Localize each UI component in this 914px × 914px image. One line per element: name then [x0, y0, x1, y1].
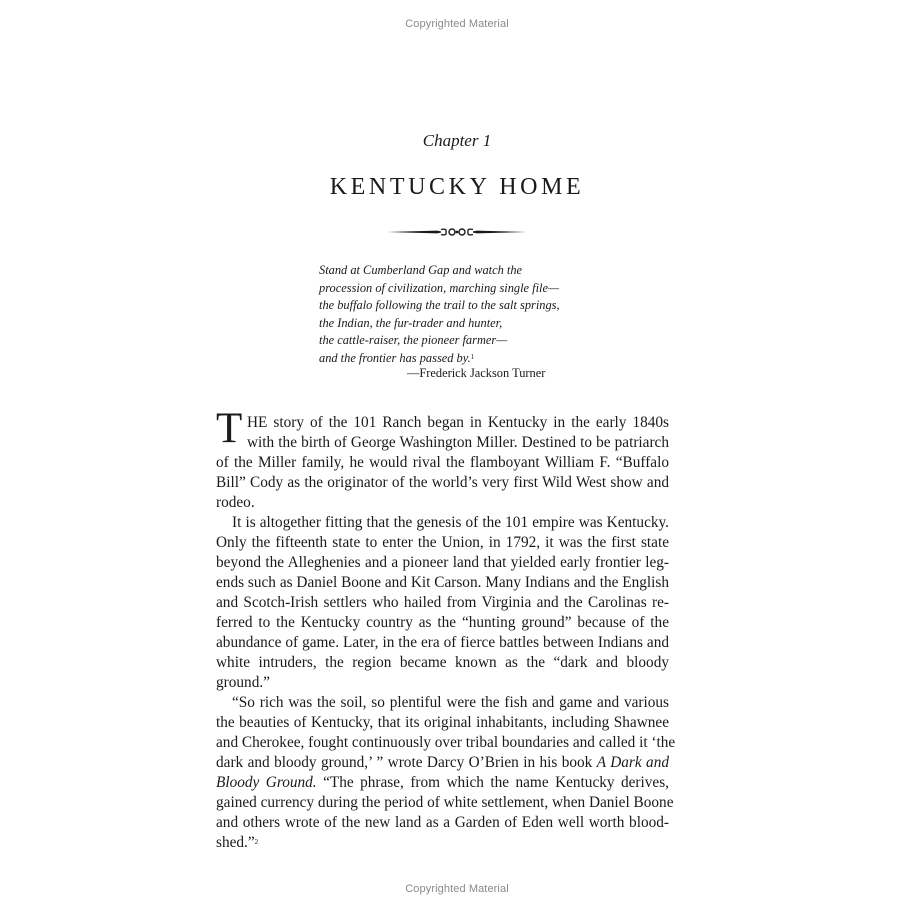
footnote-marker-1[interactable]: 1: [470, 352, 475, 361]
body-text: dark and bloody ground,’ ” wrote Darcy O’Brien in his book: [216, 754, 597, 771]
epigraph-line: the Indian, the fur-trader and hunter,: [319, 315, 503, 330]
body-line: [216, 773, 669, 793]
body-line: and Scotch-Irish settlers who hailed from Virginia and the Carolinas re-: [216, 594, 669, 611]
body-line: [216, 833, 669, 853]
body-line: gained currency during the period of white settlement, when Daniel Boone: [216, 794, 674, 811]
book-title-italic: A Dark and: [596, 754, 669, 771]
epigraph-line: the cattle-raiser, the pioneer farmer—: [319, 333, 508, 347]
paragraph-1: [216, 405, 669, 513]
epigraph: [319, 262, 579, 367]
body-line: the beauties of Kentucky, that its original inhabitants, including Shawnee: [216, 714, 669, 731]
epigraph-line: Stand at Cumberland Gap and watch the: [319, 263, 523, 277]
body-line: [216, 753, 669, 773]
book-title-italic: Bloody Ground.: [216, 774, 317, 791]
body-line: and Cherokee, fought continuously over tribal boundaries and called it ‘the: [216, 734, 676, 751]
copyright-watermark-top: Copyrighted Material: [405, 18, 509, 30]
body-line: and others wrote of the new land as a Garden of Eden well worth blood-: [216, 814, 669, 831]
body-line: abundance of game. Later, in the era of fierce battles between Indians and: [216, 634, 669, 651]
copyright-watermark-bottom: Copyrighted Material: [405, 883, 509, 895]
epigraph-attribution: —Frederick Jackson Turner: [407, 366, 546, 380]
body-line: beyond the Alleghenies and a pioneer land that yielded early frontier leg-: [216, 554, 669, 571]
epigraph-line-last: [319, 350, 579, 368]
body-line: Bill” Cody as the originator of the world’s very first Wild West show and: [216, 474, 669, 491]
body-line: It is altogether fitting that the genesis of the 101 empire was Kentucky.: [232, 514, 669, 531]
body-line: “So rich was the soil, so plentiful were the fish and game and various: [232, 694, 669, 711]
epigraph-line: procession of civilization, marching single file—: [319, 280, 559, 295]
body-line: ground.”: [216, 674, 270, 691]
body-line: with the birth of George Washington Miller. Destined to be patriarch: [247, 434, 669, 451]
body-line: HE story of the 101 Ranch began in Kentucky in the early 1840s: [247, 414, 669, 431]
body-line: ends such as Daniel Boone and Kit Carson. Many Indians and the English: [216, 574, 669, 591]
body-line: ferred to the Kentucky country as the “hunting ground” because of the: [216, 614, 669, 631]
chapter-label: Chapter 1: [422, 131, 492, 150]
body-text: “The phrase, from which the name Kentucky derives,: [316, 774, 669, 791]
paragraph-2: [216, 513, 669, 693]
chapter-title: KENTUCKY HOME: [329, 174, 585, 200]
body-text: shed.”: [216, 834, 255, 851]
drop-cap: T: [216, 405, 243, 452]
body-line: Only the fifteenth state to enter the Union, in 1792, it was the first state: [216, 534, 669, 551]
footnote-marker-2[interactable]: 2: [254, 838, 259, 846]
body-line: rodeo.: [216, 494, 255, 511]
epigraph-line-text: and the frontier has passed by.: [319, 350, 471, 365]
body-line: of the Miller family, he would rival the flamboyant William F. “Buffalo: [216, 454, 669, 471]
fleuron-rule-ornament-icon: [385, 226, 529, 238]
epigraph-line: the buffalo following the trail to the salt springs,: [319, 298, 560, 312]
body-line: white intruders, the region became known as the “dark and bloody: [216, 654, 669, 671]
paragraph-3: [216, 693, 676, 853]
